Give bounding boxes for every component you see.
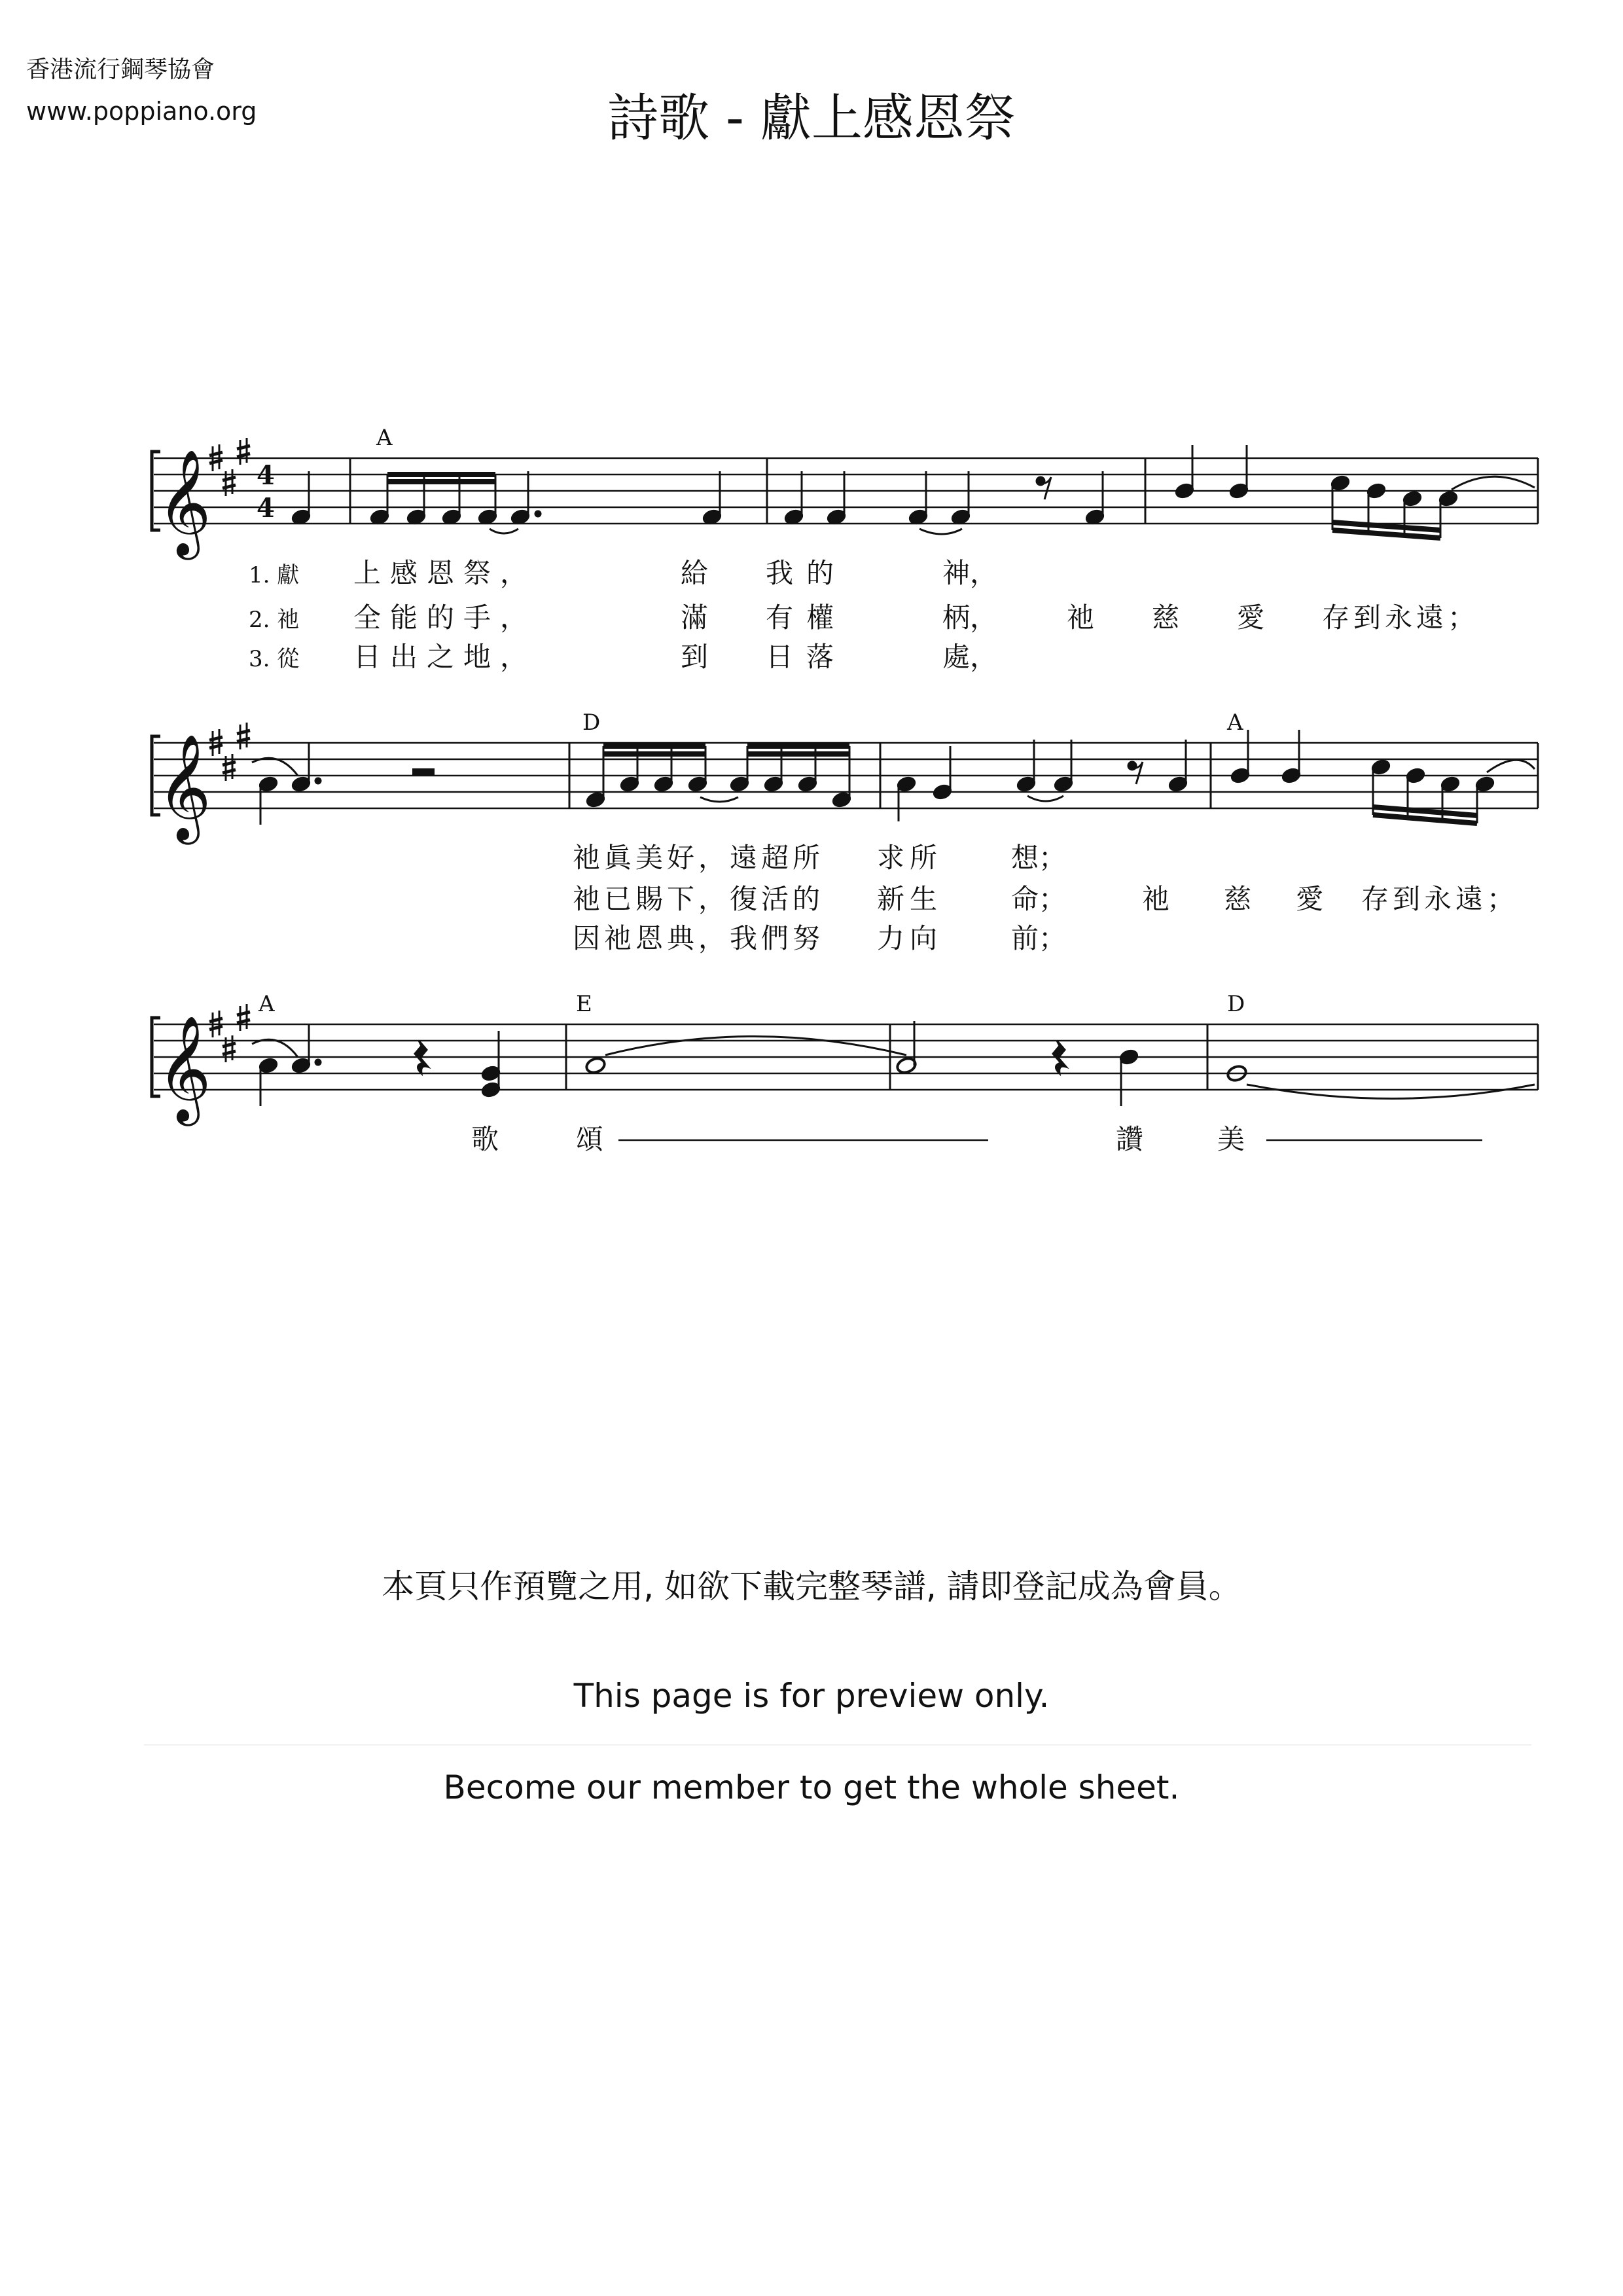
svg-text:1. 獻: 1. 獻	[249, 562, 300, 588]
lyrics-verse-3	[573, 922, 1066, 954]
svg-text:3. 從: 3. 從	[249, 646, 300, 672]
svg-text:新生: 新生	[877, 883, 943, 915]
svg-text:到: 到	[681, 641, 709, 673]
chord-symbol: A	[259, 991, 275, 1017]
svg-text:2. 祂: 2. 祂	[249, 607, 300, 633]
svg-text:讚: 讚	[1116, 1123, 1144, 1155]
svg-text:命；: 命；	[1011, 883, 1067, 915]
svg-text:全能的手，: 全能的手，	[353, 601, 537, 634]
system-1	[152, 425, 1538, 673]
svg-text:愛: 愛	[1237, 601, 1265, 634]
lyrics-verse-3	[249, 641, 997, 673]
site-url[interactable]: www.poppiano.org	[26, 97, 257, 126]
site-name: 香港流行鋼琴協會	[26, 56, 215, 83]
svg-text:歌: 歌	[471, 1123, 499, 1155]
svg-text:存到永遠；: 存到永遠；	[1322, 601, 1480, 634]
chord-symbol: A	[376, 425, 393, 451]
treble-clef-icon: 𝄞	[157, 449, 211, 556]
svg-text:力向: 力向	[877, 922, 943, 954]
key-signature-sharps	[209, 1004, 250, 1062]
notes	[259, 730, 1495, 825]
svg-text:前；: 前；	[1011, 922, 1067, 954]
lyrics-verse-1	[573, 842, 1066, 874]
svg-text:上感恩祭，: 上感恩祭，	[353, 557, 537, 589]
divider	[144, 1744, 1531, 1746]
treble-clef-icon: 𝄞	[157, 1015, 211, 1122]
preview-notice-line1: This page is for preview only.	[573, 1677, 1050, 1715]
svg-text:有權: 有權	[766, 601, 847, 634]
svg-text:慈: 慈	[1152, 601, 1180, 634]
system-2	[152, 709, 1538, 954]
lyrics	[471, 1123, 1482, 1155]
svg-text:神，: 神，	[942, 557, 998, 589]
svg-text:想；: 想；	[1011, 842, 1067, 874]
svg-text:4: 4	[257, 493, 275, 524]
svg-text:日出之地，: 日出之地，	[353, 641, 537, 673]
svg-text:美: 美	[1217, 1123, 1245, 1155]
time-signature	[257, 460, 275, 524]
staff-lines	[154, 1024, 1538, 1090]
svg-text:我的: 我的	[766, 557, 847, 589]
lyrics-verse-2	[573, 883, 1518, 915]
svg-text:愛: 愛	[1296, 883, 1324, 915]
staff-lines	[154, 458, 1538, 524]
svg-text:日落: 日落	[766, 641, 847, 673]
svg-text:祂已賜下，復活的: 祂已賜下，復活的	[573, 883, 825, 915]
preview-notice-chinese: 本頁只作預覽之用, 如欲下載完整琴譜, 請即登記成為會員。	[382, 1568, 1241, 1605]
lyrics-verse-1	[249, 557, 997, 589]
lyrics-verse-2	[249, 601, 1479, 634]
svg-text:處，: 處，	[942, 641, 998, 673]
chord-symbol: A	[1227, 709, 1243, 736]
key-signature-sharps	[209, 438, 250, 496]
svg-text:求所: 求所	[877, 842, 943, 874]
notes	[259, 1021, 1248, 1106]
svg-text:滿: 滿	[681, 601, 709, 634]
svg-text:頌: 頌	[576, 1123, 604, 1155]
treble-clef-icon: 𝄞	[157, 734, 211, 840]
chord-symbol: E	[576, 991, 592, 1017]
svg-text:柄，: 柄，	[942, 601, 998, 634]
system-3	[152, 991, 1538, 1155]
svg-text:給: 給	[681, 557, 709, 589]
key-signature-sharps	[209, 723, 250, 781]
svg-text:存到永遠；: 存到永遠；	[1361, 883, 1519, 915]
svg-text:慈: 慈	[1224, 883, 1252, 915]
chord-symbol: D	[582, 709, 601, 736]
preview-notice-line2: Become our member to get the whole sheet.	[443, 1768, 1180, 1806]
svg-text:因祂恩典，我們努: 因祂恩典，我們努	[573, 922, 825, 954]
page-title: 詩歌 - 獻上感恩祭	[607, 89, 1016, 148]
svg-text:祂: 祂	[1067, 601, 1095, 634]
chord-symbol: D	[1227, 991, 1245, 1017]
svg-text:祂: 祂	[1142, 883, 1170, 915]
svg-text:4: 4	[257, 460, 275, 491]
svg-text:祂眞美好，遠超所: 祂眞美好，遠超所	[573, 842, 825, 874]
